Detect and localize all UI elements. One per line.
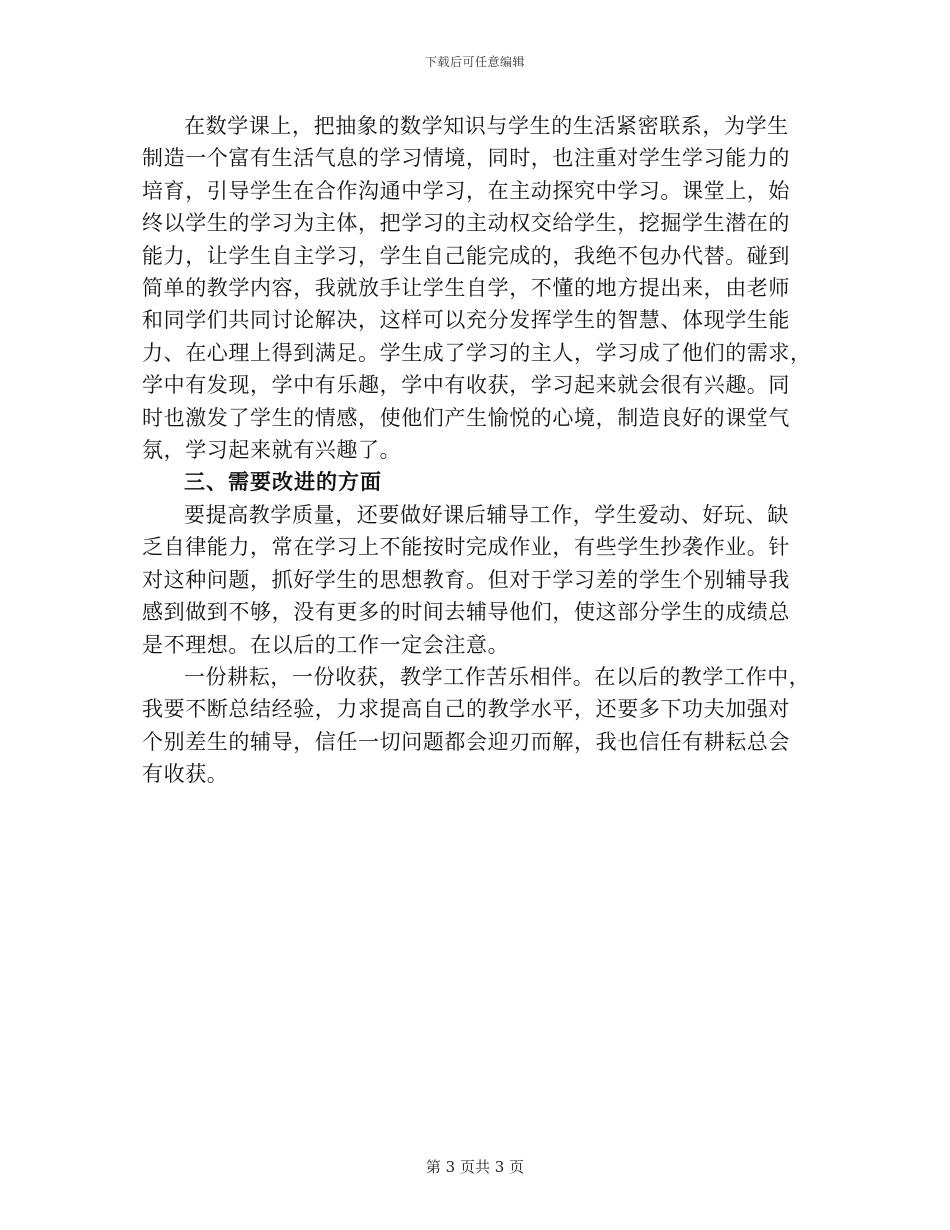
- paragraph-line: 个别差生的辅导，信任一切问题都会迎刃而解，我也信任有耕耘总会: [142, 729, 790, 754]
- paragraph-line: 氛，学习起来就有兴趣了。: [142, 438, 402, 463]
- paragraph-line: 培育，引导学生在合作沟通中学习，在主动探究中学习。课堂上，始: [142, 178, 790, 203]
- paragraph-line: 和同学们共同讨论解决，这样可以充分发挥学生的智慧、体现学生能: [142, 308, 790, 333]
- paragraph-line: 感到做到不够，没有更多的时间去辅导他们，使这部分学生的成绩总: [142, 600, 790, 625]
- page-header: 下载后可任意编辑: [424, 55, 525, 69]
- paragraph-line: 是不理想。在以后的工作一定会注意。: [142, 632, 510, 657]
- document-body: [142, 110, 812, 791]
- paragraph-line: 简单的教学内容，我就放手让学生自学，不懂的地方提出来，由老师: [142, 276, 790, 301]
- paragraph-improvement: [142, 499, 808, 661]
- paragraph-line: 时也激发了学生的情感，使他们产生愉悦的心境，制造良好的课堂气: [142, 405, 790, 430]
- paragraph-line: 有收获。: [142, 762, 229, 787]
- paragraph-teaching-method: [142, 110, 812, 466]
- paragraph-line: 我要不断总结经验，力求提高自己的教学水平，还要多下功夫加强对: [142, 697, 790, 722]
- paragraph-line: 一份耕耘，一份收获，教学工作苦乐相伴。在以后的教学工作中，: [184, 664, 811, 689]
- paragraph-conclusion: [142, 661, 811, 791]
- page-number: 第 3 页共 3 页: [425, 1158, 525, 1176]
- paragraph-line: 学中有发现，学中有乐趣，学中有收获，学习起来就会很有兴趣。同: [142, 373, 790, 398]
- paragraph-line: 制造一个富有生活气息的学习情境，同时，也注重对学生学习能力的: [142, 146, 790, 171]
- paragraph-line: 在数学课上，把抽象的数学知识与学生的生活紧密联系，为学生: [184, 114, 789, 138]
- paragraph-line: 要提高教学质量，还要做好课后辅导工作，学生爱动、好玩、缺: [184, 502, 789, 527]
- paragraph-line: 力、在心理上得到满足。学生成了学习的主人，学习成了他们的需求，: [142, 340, 812, 365]
- paragraph-line: 对这种问题，抓好学生的思想教育。但对于学习差的学生个别辅导我: [142, 567, 790, 592]
- section-heading: 三、需要改进的方面: [184, 469, 382, 495]
- paragraph-line: 乏自律能力，常在学习上不能按时完成作业，有些学生抄袭作业。针: [142, 535, 790, 560]
- paragraph-line: 能力，让学生自主学习，学生自己能完成的，我绝不包办代替。碰到: [142, 243, 790, 268]
- paragraph-line: 终以学生的学习为主体，把学习的主动权交给学生，挖掘学生潜在的: [142, 211, 790, 236]
